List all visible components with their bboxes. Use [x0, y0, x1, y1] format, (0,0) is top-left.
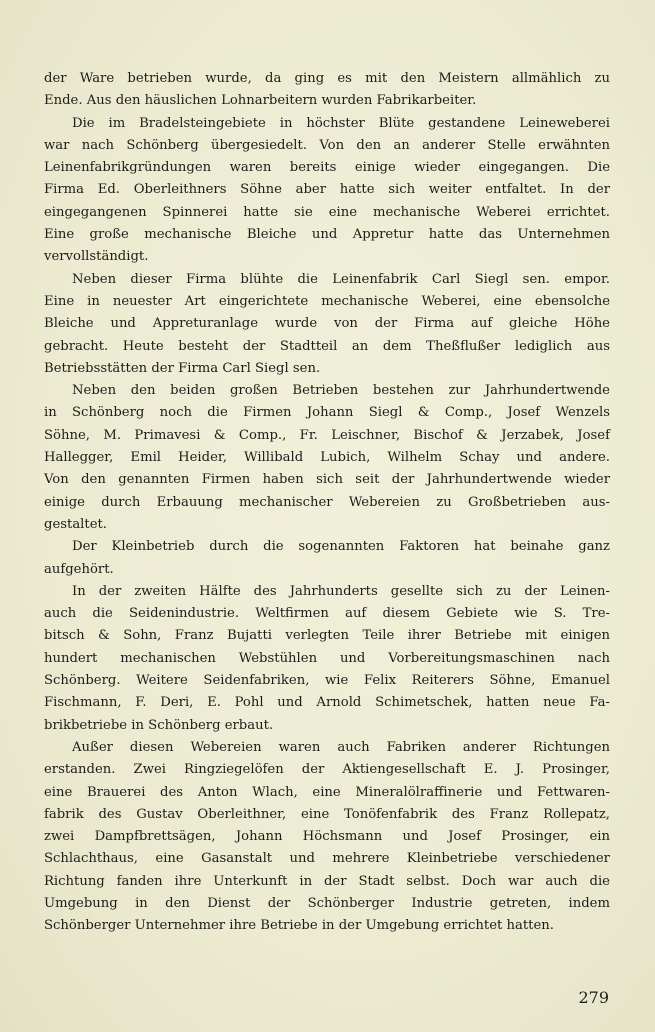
paragraph	[44, 113, 610, 269]
text-line: aufgehört.	[44, 561, 114, 577]
text-line: Von den genannten Firmen haben sich seit der Jahrhundertwende wieder	[44, 472, 610, 488]
text-line: Eine in neuester Art eingerichtete mechanische Weberei, eine ebensolche	[44, 293, 610, 309]
text-line: eine Brauerei des Anton Wlach, eine Mineralölraffinerie und Fettwaren-	[44, 784, 610, 800]
text-line: Fischmann, F. Deri, E. Pohl und Arnold Schimetschek, hatten neue Fa-	[44, 695, 610, 711]
text-line: Hallegger, Emil Heider, Willibald Lubich, Wilhelm Schay und andere.	[44, 450, 610, 466]
text-line: Richtung fanden ihre Unterkunft in der Stadt selbst. Doch war auch die	[44, 873, 610, 889]
text-line: Ende. Aus den häuslichen Lohnarbeitern wurden Fabrikarbeiter.	[44, 93, 477, 109]
text-line: Umgebung in den Dienst der Schönberger Industrie getreten, indem	[44, 895, 610, 911]
paragraph	[44, 536, 610, 581]
text-line: eingegangenen Spinnerei hatte sie eine mechanische Weberei errichtet.	[44, 204, 610, 220]
text-line: Bleiche und Appreturanlage wurde von der Firma auf gleiche Höhe	[44, 316, 610, 332]
text-line: Leinenfabrikgründungen waren bereits einige wieder eingegangen. Die	[44, 160, 610, 176]
text-line: Neben dieser Firma blühte die Leinenfabrik Carl Siegl sen. empor.	[72, 271, 610, 287]
body-text	[44, 68, 610, 938]
text-line: hundert mechanischen Webstühlen und Vorbereitungsmaschinen nach	[44, 650, 610, 666]
text-line: Außer diesen Webereien waren auch Fabriken anderer Richtungen	[72, 739, 610, 755]
text-line: Neben den beiden großen Betrieben bestehen zur Jahrhundertwende	[72, 383, 610, 399]
text-line: der Ware betrieben wurde, da ging es mit den Meistern allmählich zu	[44, 71, 610, 86]
paragraph	[44, 737, 610, 938]
text-line: gestaltet.	[44, 516, 107, 532]
text-line: Betriebsstätten der Firma Carl Siegl sen.	[44, 360, 321, 376]
text-line: Schönberger Unternehmer ihre Betriebe in der Umgebung errichtet hatten.	[44, 918, 554, 934]
text-line: Söhne, M. Primavesi & Comp., Fr. Leischner, Bischof & Jerzabek, Josef	[44, 427, 610, 443]
text-line: In der zweiten Hälfte des Jahrhunderts gesellte sich zu der Leinen-	[72, 583, 610, 599]
paragraph	[44, 269, 610, 380]
text-line: Schlachthaus, eine Gasanstalt und mehrere Kleinbetriebe verschiedener	[44, 851, 610, 867]
text-line: zwei Dampfbrettsägen, Johann Höchsmann und Josef Prosinger, ein	[44, 829, 610, 845]
text-line: vervollständigt.	[44, 249, 149, 265]
text-line: fabrik des Gustav Oberleithner, eine Tonöfenfabrik des Franz Rollepatz,	[44, 806, 610, 822]
text-line: in Schönberg noch die Firmen Johann Siegl & Comp., Josef Wenzels	[44, 405, 610, 421]
paragraph	[44, 380, 610, 536]
page-number: 279	[578, 988, 609, 1007]
text-line: Der Kleinbetrieb durch die sogenannten Faktoren hat beinahe ganz	[72, 539, 610, 555]
paragraph	[44, 581, 610, 737]
text-line: Die im Bradelsteingebiete in höchster Blüte gestandene Leineweberei	[72, 115, 610, 131]
text-line: war nach Schönberg übergesiedelt. Von den an anderer Stelle erwähnten	[44, 137, 610, 153]
text-line: Firma Ed. Oberleithners Söhne aber hatte sich weiter entfaltet. In der	[44, 182, 610, 198]
text-line: Schönberg. Weitere Seidenfabriken, wie Felix Reiterers Söhne, Emanuel	[44, 673, 610, 689]
text-line: brikbetriebe in Schönberg erbaut.	[44, 717, 274, 733]
text-line: einige durch Erbauung mechanischer Webereien zu Großbetrieben aus-	[44, 494, 610, 510]
text-line: auch die Seidenindustrie. Weltfirmen auf diesem Gebiete wie S. Tre-	[44, 606, 610, 622]
text-line: Eine große mechanische Bleiche und Appretur hatte das Unternehmen	[44, 227, 610, 243]
text-line: gebracht. Heute besteht der Stadtteil an dem Theßflußer lediglich aus	[44, 338, 610, 354]
text-line: bitsch & Sohn, Franz Bujatti verlegten Teile ihrer Betriebe mit einigen	[44, 628, 610, 644]
text-line: erstanden. Zwei Ringziegelöfen der Aktiengesellschaft E. J. Prosinger,	[44, 762, 610, 778]
paragraph	[44, 68, 610, 113]
